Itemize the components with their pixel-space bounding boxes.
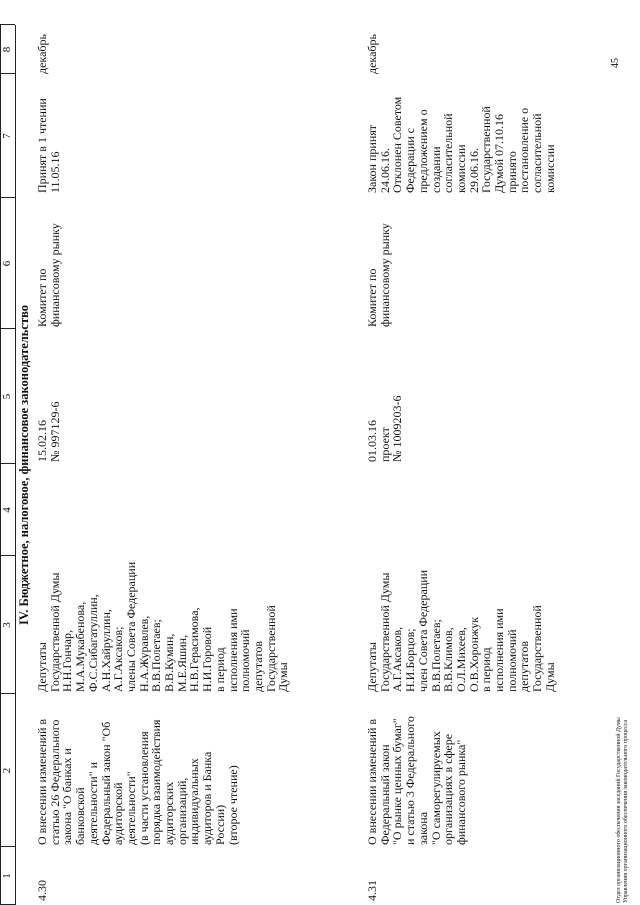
- responsible-committee: Комитет по финансовому рынку: [365, 223, 392, 327]
- column-number: 6: [1, 260, 13, 267]
- row-number: 4.31: [365, 880, 379, 901]
- header-row-border: [15, 25, 16, 905]
- bill-status: Принят в 1 чтении 11.05.16: [35, 98, 62, 193]
- footer-line: Управления организационного обеспечения законодательного процесса: [623, 719, 629, 903]
- bill-date-number: 15.02.16 № 997129-6: [35, 401, 62, 462]
- page-footer: [616, 717, 630, 903]
- bill-authors: Депутаты Государственной Думы А.Г.Аксаков, Н.И.Борцов; член Совета Федерации В.В.Полетаев; В.В.Климов, О.Л.Михеев, О.В.Хоронжук в период исполнения ими полномочий депутатов Государственной Думы: [365, 569, 557, 692]
- section-title: IV. Бюджетное, налоговое, финансовое законодательство: [17, 304, 31, 626]
- planned-month: декабрь: [365, 34, 379, 74]
- responsible-committee: Комитет по финансовому рынку: [35, 223, 62, 327]
- bill-status: Закон принят 24.06.16. Отклонен Советом Федерации с предложением о создании согласительной комиссии 29.06.16. Государственной Думой 07.10.16 принято постановление о согласительной комиссии: [365, 96, 557, 193]
- row-number: 4.30: [35, 880, 49, 901]
- bill-title: О внесении изменений в Федеральный закон "О рынке ценных бумаг" и статью 3 Федерального закона "О саморегулируемых организациях в сфере финансового рынка": [365, 716, 468, 845]
- bill-authors: Депутаты Государственной Думы Н.Н.Гончар, М.А.Мукабенова, Ф.С.Сибагатуллин, А.Н.Хайруллин, А.Г.Аксаков; члены Совета Федерации Н.А.Журавлев, В.В.Полетаев; В.В.Кумин, М.Е.Яшин, Н.В.Герасимова, Н.И.Горовой в период исполнения ими полномочий депутатов Государственной Думы: [35, 561, 291, 692]
- bill-date-number: 01.03.16 проект № 1009203-6: [365, 395, 405, 462]
- column-number: 7: [1, 133, 13, 139]
- column-number: 4: [1, 507, 13, 513]
- planned-month: декабрь: [35, 34, 49, 74]
- footer-line: Отдел организационного обеспечения заседаний Государственной Думы: [616, 717, 622, 903]
- column-number: 2: [1, 767, 13, 774]
- column-number: 5: [1, 393, 13, 400]
- bill-title: О внесении изменений в статью 26 Федерального закона "О банках и банковской деятельности" и Федеральный закон "Об аудиторской деятельности" (в части установления порядка взаимодействия аудиторских организаций, индивидуальных аудиторов и Банка России) (второе чтение): [35, 718, 240, 845]
- column-number: 8: [1, 46, 13, 53]
- column-number: 3: [1, 622, 13, 628]
- column-number: 1: [1, 873, 13, 879]
- page-number: 45: [610, 58, 621, 68]
